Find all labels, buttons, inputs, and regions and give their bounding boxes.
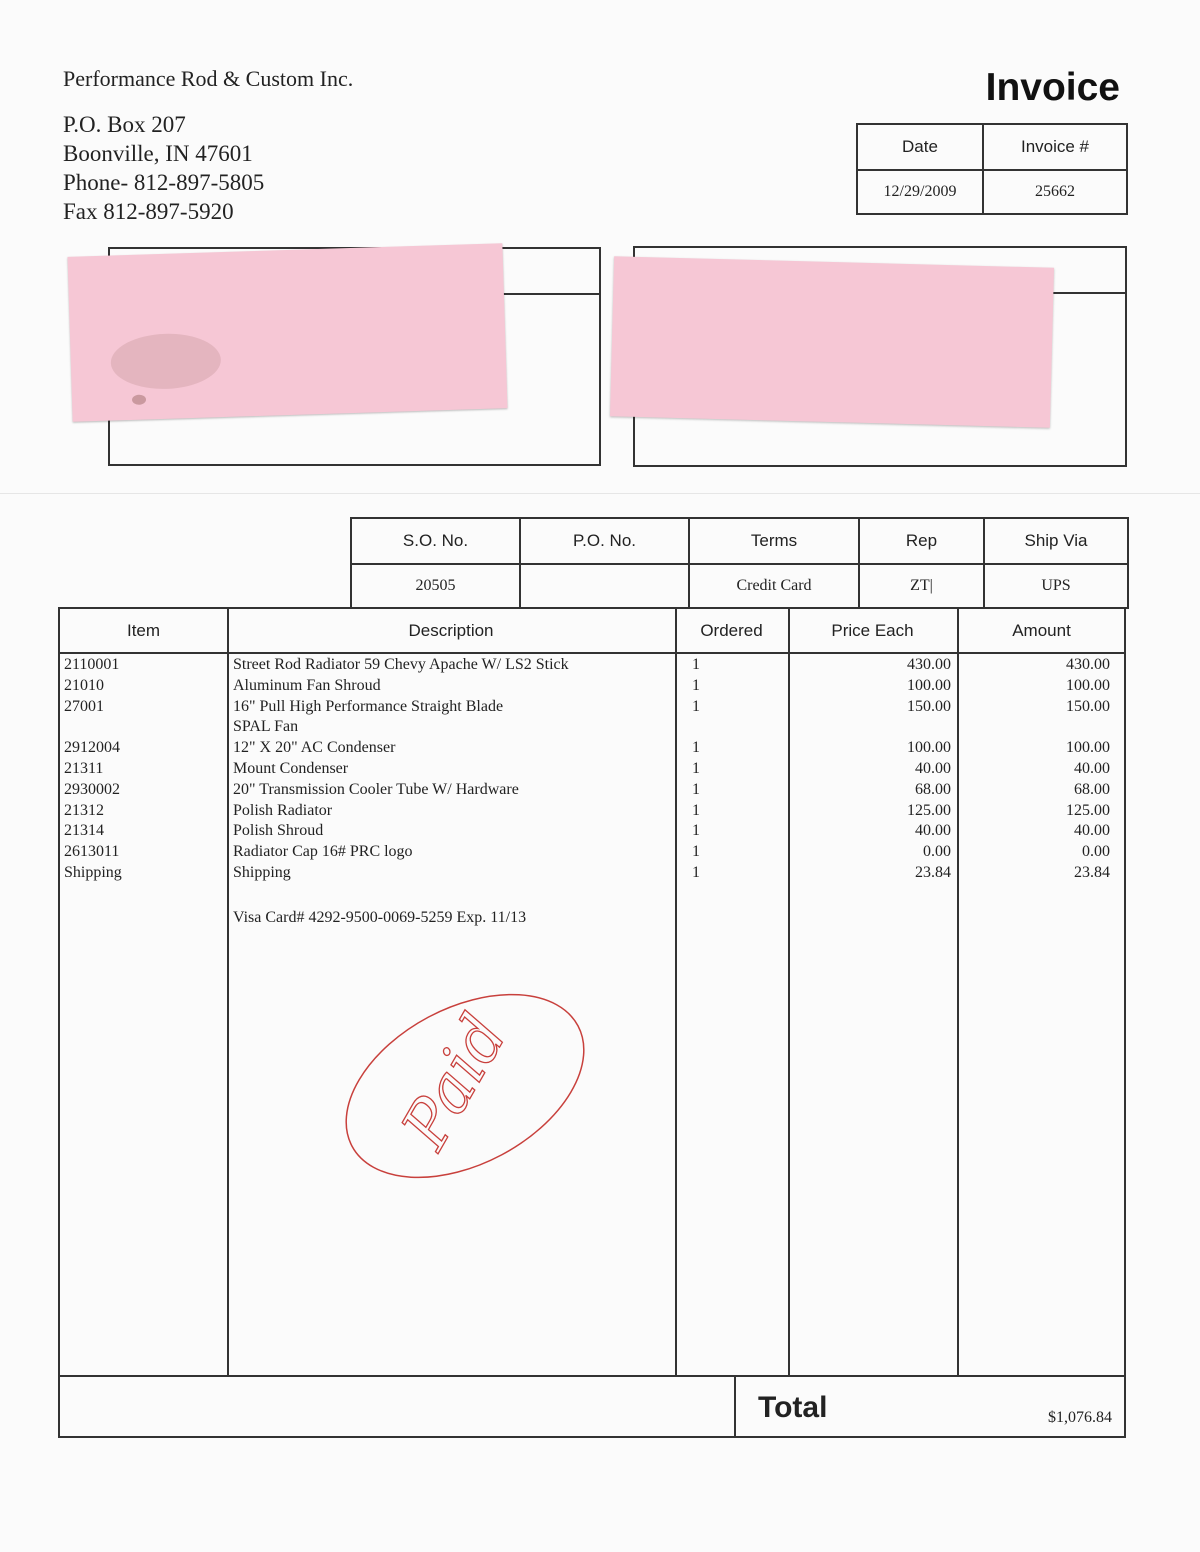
amount-cell: 0.00 bbox=[1082, 843, 1110, 861]
table-row bbox=[60, 779, 1124, 800]
item-cell: 21311 bbox=[64, 759, 104, 777]
item-cell: 21314 bbox=[64, 822, 104, 840]
ordered-cell: 1 bbox=[692, 697, 700, 715]
ordered-cell: 1 bbox=[692, 676, 700, 694]
price-each-cell: 430.00 bbox=[907, 656, 951, 673]
ordered-cell: 1 bbox=[692, 739, 700, 757]
amount-cell: 430.00 bbox=[1066, 656, 1110, 673]
rep-header: Rep bbox=[859, 518, 984, 564]
table-row bbox=[60, 675, 1124, 696]
amount-cell: 100.00 bbox=[1066, 676, 1110, 694]
terms-value: Credit Card bbox=[689, 564, 859, 608]
date-header: Date bbox=[857, 124, 983, 170]
price-each-cell: 125.00 bbox=[907, 801, 951, 819]
price-each-cell: 150.00 bbox=[907, 697, 951, 715]
ordered-column-header: Ordered bbox=[700, 621, 763, 640]
paid-stamp bbox=[330, 979, 610, 1194]
ordered-cell: 1 bbox=[692, 863, 700, 881]
invoice-meta-table bbox=[856, 123, 1128, 215]
paid-stamp-text: Paid bbox=[388, 1002, 523, 1161]
invoice-date: 12/29/2009 bbox=[857, 170, 983, 214]
invoice-number-header: Invoice # bbox=[983, 124, 1127, 170]
price-each-cell: 40.00 bbox=[915, 759, 951, 777]
description-column-header: Description bbox=[408, 621, 494, 640]
item-cell: 2912004 bbox=[64, 739, 120, 757]
table-row bbox=[60, 841, 1124, 862]
amount-cell: 40.00 bbox=[1074, 759, 1110, 777]
price-each-cell: 40.00 bbox=[915, 822, 951, 840]
description-cell: 16" Pull High Performance Straight Blade bbox=[233, 697, 504, 715]
ordered-cell: 1 bbox=[692, 843, 700, 861]
line-items-table bbox=[58, 607, 1126, 1438]
ordered-cell: 1 bbox=[692, 656, 700, 673]
description-cell: SPAL Fan bbox=[233, 718, 299, 736]
amount-cell: 40.00 bbox=[1074, 822, 1110, 840]
address-line-po-box: P.O. Box 207 bbox=[63, 112, 186, 137]
invoice-number: 25662 bbox=[983, 170, 1127, 214]
amount-cell: 23.84 bbox=[1074, 863, 1110, 881]
table-row bbox=[60, 737, 1124, 758]
item-cell: 2110001 bbox=[64, 656, 120, 673]
table-row bbox=[60, 862, 1124, 883]
ship-via-value: UPS bbox=[984, 564, 1128, 608]
payment-note: Visa Card# 4292-9500-0069-5259 Exp. 11/13 bbox=[233, 909, 527, 926]
po-number bbox=[520, 564, 689, 608]
price-each-column-header: Price Each bbox=[831, 621, 914, 640]
description-cell: Polish Shroud bbox=[233, 822, 324, 840]
so-number: 20505 bbox=[351, 564, 520, 608]
item-cell: 2930002 bbox=[64, 780, 120, 798]
line-item-rows bbox=[60, 654, 1124, 883]
ordered-cell: 1 bbox=[692, 822, 700, 840]
page-fold-line bbox=[0, 493, 1200, 494]
amount-column-header: Amount bbox=[1012, 621, 1071, 640]
total-label: Total bbox=[758, 1391, 828, 1424]
description-cell: Polish Radiator bbox=[233, 801, 333, 819]
ship-via-header: Ship Via bbox=[984, 518, 1128, 564]
item-cell: 2613011 bbox=[64, 843, 120, 861]
item-cell: 21312 bbox=[64, 801, 104, 819]
address-line-phone: Phone- 812-897-5805 bbox=[63, 170, 265, 195]
description-cell: Mount Condenser bbox=[233, 759, 349, 777]
price-each-cell: 0.00 bbox=[923, 843, 951, 861]
price-each-cell: 100.00 bbox=[907, 739, 951, 757]
description-cell: Street Rod Radiator 59 Chevy Apache W/ LS2 Stick bbox=[233, 656, 569, 673]
total-amount: $1,076.84 bbox=[1048, 1409, 1112, 1426]
ordered-cell: 1 bbox=[692, 801, 700, 819]
amount-cell: 125.00 bbox=[1066, 801, 1110, 819]
item-cell: 27001 bbox=[64, 697, 104, 715]
po-number-header: P.O. No. bbox=[520, 518, 689, 564]
so-number-header: S.O. No. bbox=[351, 518, 520, 564]
redaction-sticky-note-right bbox=[610, 256, 1054, 427]
company-name: Performance Rod & Custom Inc. bbox=[63, 66, 354, 91]
description-cell: Aluminum Fan Shroud bbox=[233, 676, 381, 694]
ordered-cell: 1 bbox=[692, 759, 700, 777]
table-row bbox=[60, 758, 1124, 779]
description-cell: 20" Transmission Cooler Tube W/ Hardware bbox=[233, 780, 519, 798]
description-cell: Shipping bbox=[233, 863, 291, 881]
price-each-cell: 23.84 bbox=[915, 863, 951, 881]
price-each-cell: 68.00 bbox=[915, 780, 951, 798]
price-each-cell: 100.00 bbox=[907, 676, 951, 694]
table-row bbox=[60, 654, 1124, 675]
address-line-city: Boonville, IN 47601 bbox=[63, 141, 253, 166]
amount-cell: 68.00 bbox=[1074, 780, 1110, 798]
item-cell: Shipping bbox=[64, 863, 122, 881]
item-cell: 21010 bbox=[64, 676, 104, 694]
document-title: Invoice bbox=[985, 66, 1120, 109]
amount-cell: 150.00 bbox=[1066, 697, 1110, 715]
ordered-cell: 1 bbox=[692, 780, 700, 798]
company-address bbox=[63, 110, 264, 226]
description-cell: Radiator Cap 16# PRC logo bbox=[233, 843, 413, 861]
address-line-fax: Fax 812-897-5920 bbox=[63, 199, 234, 224]
terms-header: Terms bbox=[689, 518, 859, 564]
table-row bbox=[60, 716, 1124, 737]
table-row bbox=[60, 820, 1124, 841]
description-cell: 12" X 20" AC Condenser bbox=[233, 739, 396, 757]
order-info-table bbox=[350, 517, 1129, 609]
amount-cell: 100.00 bbox=[1066, 739, 1110, 757]
table-row bbox=[60, 696, 1124, 717]
item-column-header: Item bbox=[126, 621, 161, 640]
table-row bbox=[60, 800, 1124, 821]
redaction-sticky-note-left bbox=[68, 243, 508, 422]
rep-value: ZT| bbox=[859, 564, 984, 608]
